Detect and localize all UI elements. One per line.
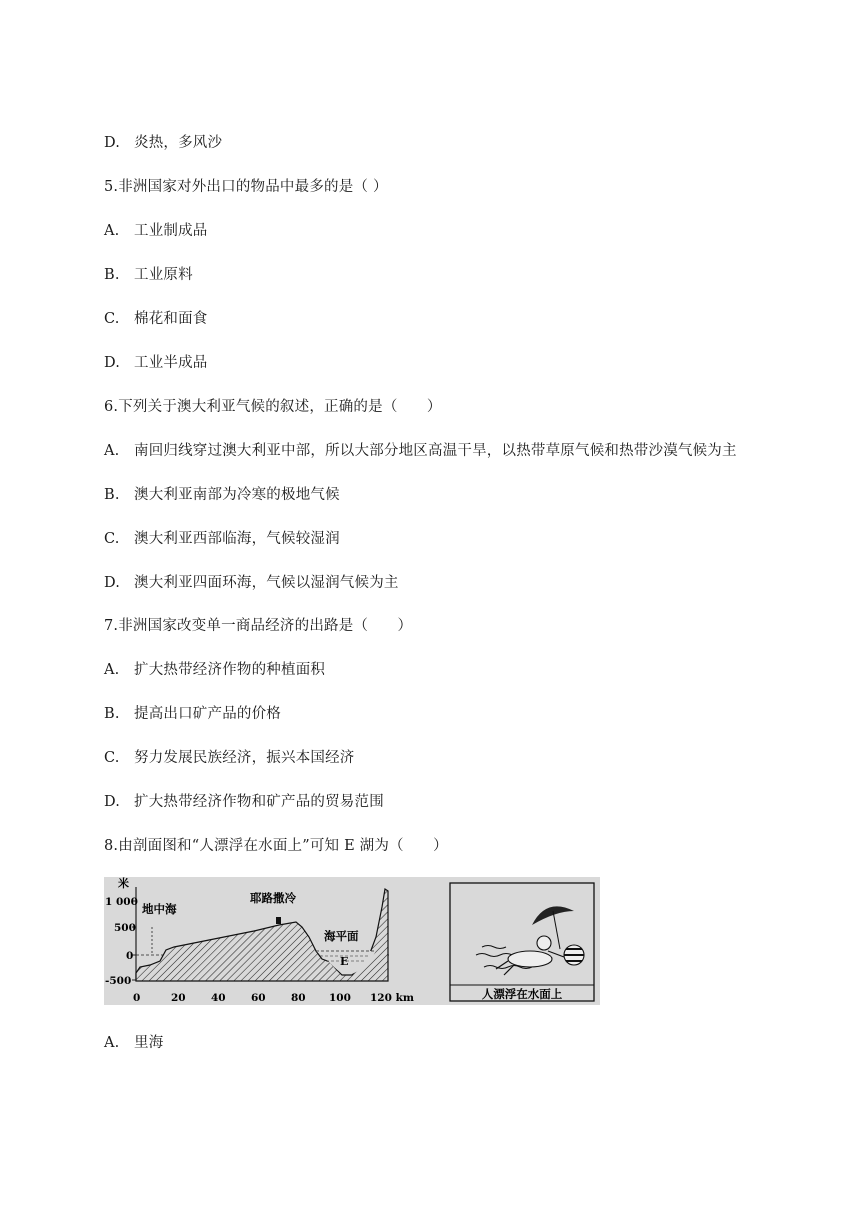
option-b-q5: [104, 263, 193, 284]
label-sea-level: 海平面: [324, 929, 359, 943]
option-text: 澳大利亚四面环海，气候以湿润气候为主: [134, 575, 399, 591]
option-letter: D.: [104, 794, 121, 810]
option-d-q6: [104, 571, 399, 592]
x-tick-label: 40: [211, 992, 226, 1004]
option-letter: B.: [104, 487, 120, 503]
option-text: 南回归线穿过澳大利亚中部，所以大部分地区高温干旱，以热带草原气候和热带沙漠气候为主: [134, 443, 737, 459]
option-text: 工业制成品: [134, 223, 208, 239]
x-tick-label: 0: [133, 992, 141, 1004]
profile-figure-svg: [104, 877, 600, 1005]
option-letter: D.: [104, 575, 121, 591]
illustration-frame: [450, 883, 594, 1001]
option-b-q6: [104, 483, 340, 504]
option-d-q4: [104, 131, 222, 152]
option-letter: D.: [104, 355, 121, 371]
option-c-q7: [104, 746, 355, 767]
option-text: 澳大利亚西部临海，气候较湿润: [134, 531, 340, 547]
person-head-icon: [537, 936, 551, 950]
option-letter: A.: [104, 662, 120, 678]
option-d-q5: [104, 351, 208, 372]
option-text: 扩大热带经济作物和矿产品的贸易范围: [134, 794, 384, 810]
x-tick-label: 60: [251, 992, 266, 1004]
question-7: 7.非洲国家改变单一商品经济的出路是（ ）: [104, 618, 413, 634]
label-mediterranean: 地中海: [142, 902, 177, 916]
option-letter: B.: [104, 267, 120, 283]
question-8: 8.由剖面图和“人漂浮在水面上”可知 E 湖为（ ）: [104, 838, 448, 854]
label-lake-e: E: [340, 955, 349, 968]
option-a-q7: [104, 658, 325, 679]
label-jerusalem: 耶路撒冷: [250, 891, 296, 905]
y-tick-label: 500: [114, 922, 136, 934]
option-text: 炎热，多风沙: [134, 135, 223, 151]
option-a-q8: [104, 1031, 163, 1052]
question-6: 6.下列关于澳大利亚气候的叙述，正确的是（ ）: [104, 399, 442, 415]
option-letter: A.: [104, 443, 120, 459]
option-letter: C.: [104, 311, 120, 327]
question-5: 5.非洲国家对外出口的物品中最多的是（ ）: [104, 179, 388, 195]
option-letter: A.: [104, 223, 120, 239]
option-text: 工业半成品: [134, 355, 208, 371]
option-a-q5: [104, 219, 208, 240]
y-unit: 米: [118, 877, 129, 890]
option-d-q7: [104, 790, 384, 811]
option-letter: B.: [104, 706, 120, 722]
x-tick-label: 120 km: [370, 992, 414, 1004]
option-text: 里海: [134, 1035, 164, 1051]
option-text: 棉花和面食: [134, 311, 208, 327]
option-c-q6: [104, 527, 340, 548]
option-letter: A.: [104, 1035, 120, 1051]
option-letter: D.: [104, 135, 121, 151]
x-tick-label: 80: [291, 992, 306, 1004]
profile-panel: [105, 877, 414, 1004]
option-b-q7: [104, 702, 281, 723]
option-text: 澳大利亚南部为冷寒的极地气候: [134, 487, 340, 503]
illustration-caption: 人漂浮在水面上: [481, 987, 563, 1001]
option-a-q6: [104, 439, 737, 460]
option-text: 提高出口矿产品的价格: [134, 706, 281, 722]
float-illustration-panel: [450, 883, 594, 1001]
person-body-icon: [508, 951, 552, 967]
option-c-q5: [104, 307, 208, 328]
option-text: 努力发展民族经济，振兴本国经济: [134, 750, 355, 766]
option-letter: C.: [104, 750, 120, 766]
y-tick-label: -500: [105, 975, 132, 987]
option-letter: C.: [104, 531, 120, 547]
option-text: 扩大热带经济作物的种植面积: [134, 662, 326, 678]
y-tick-label: 1 000: [105, 896, 138, 908]
city-marker: [276, 917, 281, 924]
option-text: 工业原料: [134, 267, 193, 283]
profile-figure: [104, 877, 600, 1005]
x-tick-label: 100: [329, 992, 351, 1004]
y-tick-label: 0: [126, 950, 134, 962]
x-tick-label: 20: [171, 992, 186, 1004]
